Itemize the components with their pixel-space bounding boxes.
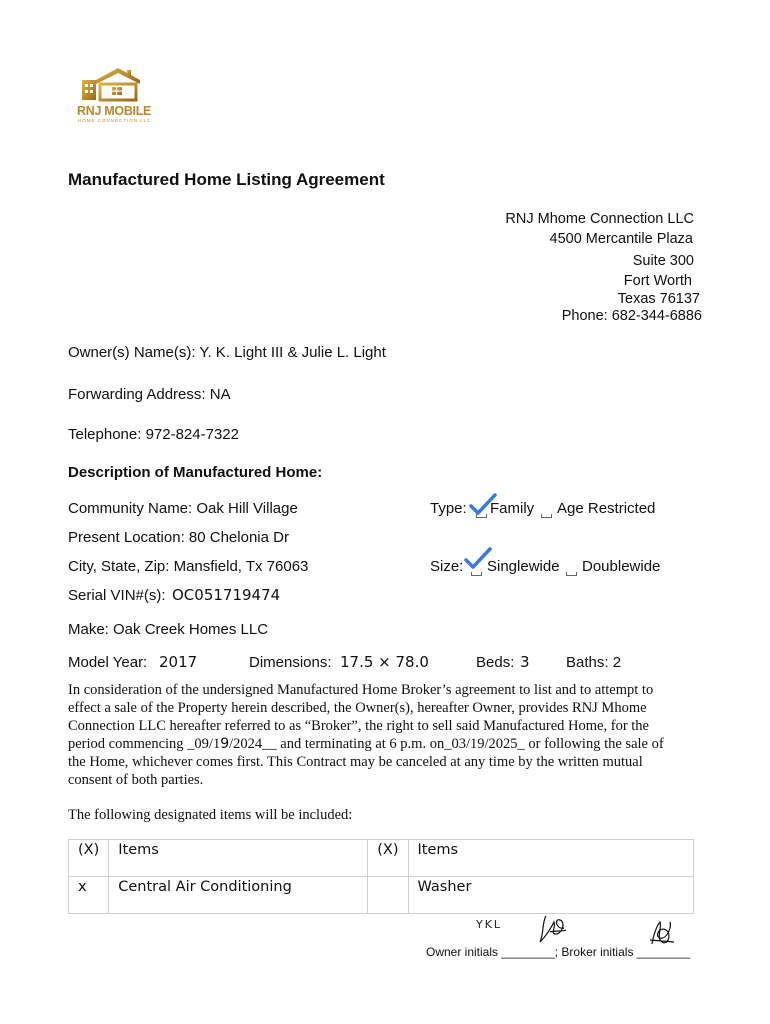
commencing-date-overwrite: 9: [220, 736, 230, 752]
header-check-2: (X): [368, 840, 408, 877]
forwarding-address: Forwarding Address: NA: [68, 386, 231, 403]
owner-handwritten-initials: YKL: [476, 918, 503, 931]
item-check-cell[interactable]: x: [69, 877, 109, 914]
type-label: Type:: [430, 500, 467, 517]
type-option-age-restricted: Age Restricted: [557, 500, 656, 517]
item-name-cell: Central Air Conditioning: [109, 877, 368, 914]
consideration-paragraph: [68, 681, 708, 789]
owner-signature-icon: [536, 912, 570, 946]
model-year-value: 2017: [159, 653, 198, 671]
paragraph-line: In consideration of the undersigned Manufactured Home Broker’s agreement to list and to attempt to: [68, 682, 654, 698]
size-label: Size:: [430, 558, 464, 575]
initials-line: Owner initials ________; Broker initials ________: [426, 945, 691, 959]
company-logo: [72, 62, 162, 134]
dimensions-value: 17.5 × 78.0: [340, 653, 429, 671]
page-title: Manufactured Home Listing Agreement: [68, 170, 385, 189]
header-items-1: Items: [109, 840, 368, 877]
broker-name: RNJ Mhome Connection LLC: [505, 211, 694, 227]
commencing-text: period commencing _09/1: [68, 736, 221, 752]
model-year-label: Model Year:: [68, 654, 148, 671]
size-doublewide-checkbox[interactable]: [566, 572, 577, 576]
community-name: Community Name: Oak Hill Village: [68, 500, 298, 517]
beds-label: Beds:: [476, 654, 515, 671]
item-check-cell[interactable]: [368, 877, 408, 914]
size-option-doublewide: Doublewide: [582, 558, 661, 575]
paragraph-line: Connection LLC hereafter referred to as “Broker”, the right to sell said Manufactured Home, for the: [68, 718, 649, 734]
broker-city: Fort Worth: [623, 273, 692, 289]
items-table: [68, 839, 694, 914]
dimensions-label: Dimensions:: [249, 654, 332, 671]
vin-value: OC051719474: [172, 586, 281, 604]
table-row: [69, 877, 694, 914]
broker-phone: Phone: 682-344-6886: [561, 308, 702, 324]
broker-address1: 4500 Mercantile Plaza: [549, 231, 693, 247]
beds-value: 3: [520, 653, 530, 671]
item-name-cell: Washer: [408, 877, 694, 914]
type-age-restricted-checkbox[interactable]: [541, 514, 552, 518]
broker-address2: Suite 300: [632, 253, 694, 269]
broker-signature-icon: [648, 918, 676, 948]
paragraph-line: effect a sale of the Property herein described, the Owner(s), hereafter Owner, provides RNJ Mhome: [68, 700, 647, 716]
owner-telephone: Telephone: 972-824-7322: [68, 426, 239, 443]
paragraph-line: the Home, whichever comes first. This Contract may be canceled at any time by the written mutual: [68, 754, 643, 770]
terminating-text: /2024__ and terminating at 6 p.m. on_03/19/2025_ or following the sale of: [229, 736, 664, 752]
vin-label: Serial VIN#(s):: [68, 587, 166, 604]
make: Make: Oak Creek Homes LLC: [68, 621, 269, 638]
logo-name: RNJ MOBILE: [77, 104, 152, 118]
table-header-row: [69, 840, 694, 877]
size-singlewide-checkbox[interactable]: [471, 572, 482, 576]
size-option-singlewide: Singlewide: [487, 558, 560, 575]
broker-state-zip: Texas 76137: [617, 291, 700, 307]
items-intro: The following designated items will be included:: [68, 807, 353, 823]
paragraph-line: [68, 735, 708, 753]
baths: Baths: 2: [566, 654, 622, 671]
type-option-family: Family: [490, 500, 535, 517]
city-state-zip: City, State, Zip: Mansfield, Tx 76063: [68, 558, 309, 575]
logo-subtitle: HOME CONNECTION LLC: [78, 118, 152, 123]
paragraph-line: consent of both parties.: [68, 772, 204, 788]
owner-names: Owner(s) Name(s): Y. K. Light III & Julie L. Light: [68, 344, 386, 361]
header-check-1: (X): [69, 840, 109, 877]
present-location: Present Location: 80 Chelonia Dr: [68, 529, 289, 546]
header-items-2: Items: [408, 840, 694, 877]
description-heading: Description of Manufactured Home:: [68, 464, 323, 481]
